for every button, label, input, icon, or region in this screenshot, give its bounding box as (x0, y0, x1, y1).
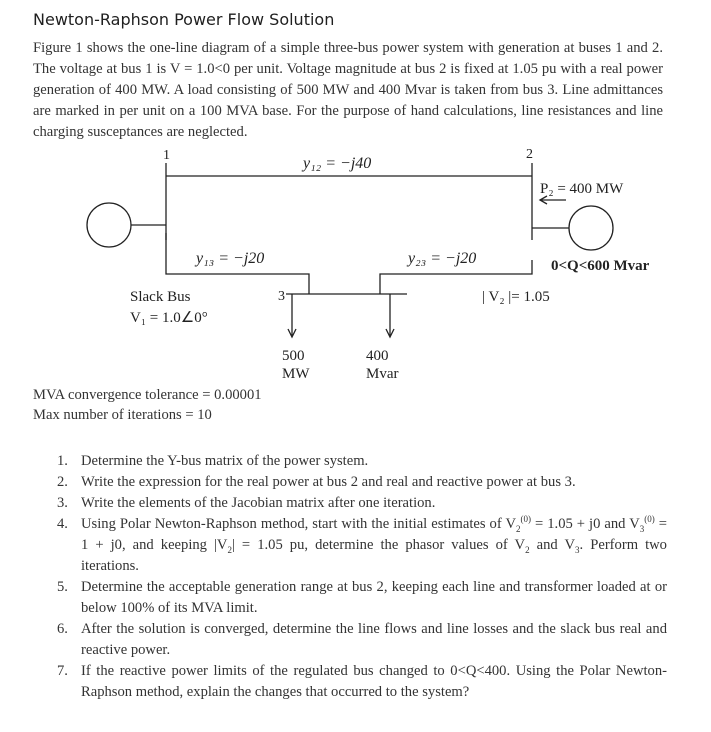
p2-label: P₂ = 400 MW (540, 181, 624, 197)
question-6: 6. After the solution is converged, determine the line flows and line losses and the slack bus real and reactive power. (57, 621, 667, 658)
max-iterations: Max number of iterations = 10 (33, 407, 212, 423)
bus1-label: 1 (163, 148, 170, 163)
v2-label: | V₂ |= 1.05 (482, 289, 550, 305)
load-p-value: 500 (282, 348, 305, 364)
y13-label: y₁₃ = −j20 (196, 250, 265, 267)
question-2: 2. Write the expression for the real power at bus 2 and real and reactive power at bus 3. (57, 474, 576, 490)
load-q-value: 400 (366, 348, 389, 364)
question-list (57, 451, 667, 703)
convergence-tolerance: MVA convergence tolerance = 0.00001 (33, 387, 262, 403)
one-line-diagram (0, 140, 711, 385)
load-p-unit: MW (282, 366, 310, 382)
generator-2-icon (569, 206, 613, 250)
v1-label: V₁ = 1.0∠0° (130, 310, 208, 326)
question-5: 5. Determine the acceptable generation range at bus 2, keeping each line and transformer loaded at or below 100% of its MVA limit. (57, 579, 667, 616)
generator-1-icon (87, 203, 131, 247)
question-7: 7. If the reactive power limits of the regulated bus changed to 0<Q<400. Using the Polar Newton-Raphson method, explain the changes that occurred to the system? (57, 663, 667, 700)
bus3-label: 3 (278, 289, 285, 304)
y12-label: y₁₂ = −j40 (303, 155, 372, 172)
question-1: 1. Determine the Y-bus matrix of the power system. (57, 453, 369, 469)
load-q-unit: Mvar (366, 366, 399, 382)
y23-label: y₂₃ = −j20 (408, 250, 477, 267)
bus2-label: 2 (526, 147, 533, 162)
question-3: 3. Write the elements of the Jacobian matrix after one iteration. (57, 495, 436, 511)
page-title: Newton-Raphson Power Flow Solution (33, 10, 335, 29)
q-limit-label: 0<Q<600 Mvar (551, 258, 650, 274)
question-4: 4. Using Polar Newton-Raphson method, start with the initial estimates of $V_2^{(0)} = 1.05 + j0$ and $V_3^{(0)} = 1 + j0$, and keeping $|V_2| = 1.05$ pu, determine the phasor values of $V_2$ and $V_3$. Perform two iterations. (57, 514, 667, 574)
slack-bus-label: Slack Bus (130, 289, 191, 305)
problem-intro: Figure 1 shows the one-line diagram of a simple three-bus power system with generation at buses 1 and 2. The voltage at bus 1 is V = 1.0<0 per unit. Voltage magnitude at bus 2 is fixed at 1.05 pu with a real power generation of 400 MW. A load consisting of 500 MW and 400 Mvar is taken from bus 3. Line admittances are marked in per unit on a 100 MVA base. For the purpose of hand calculations, line resistances and line charging susceptances are neglected. (33, 40, 663, 140)
